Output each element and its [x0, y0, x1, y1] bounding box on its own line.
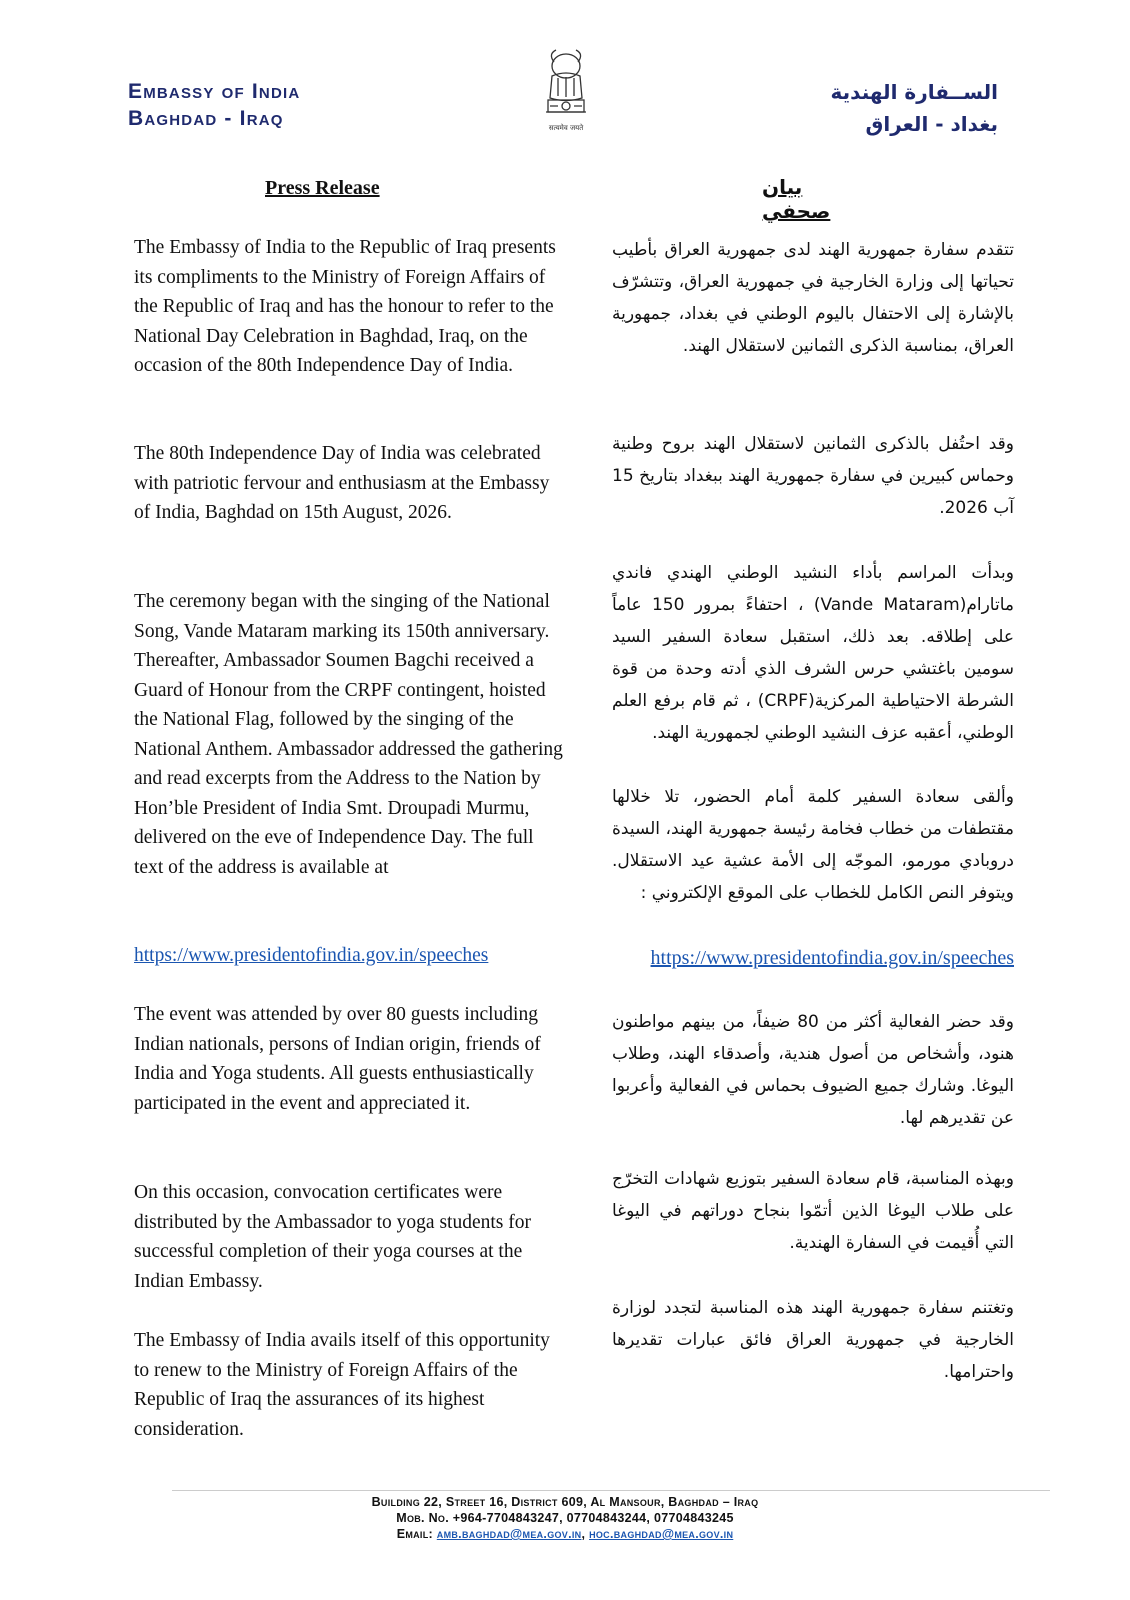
- header-left-line2: Baghdad - Iraq: [128, 107, 284, 130]
- embassy-name-arabic: [831, 76, 999, 140]
- footer-email-separator: ,: [581, 1527, 586, 1541]
- en-paragraph-3: The ceremony began with the singing of the National Song, Vande Mataram marking its 150th anniversary. Thereafter, Ambassador Soumen Bagchi received a Guard of Honour from the CRPF contingent, hoisted the National Flag, followed by the singing of the National Anthem. Ambassador addressed the gathering and read excerpts from the Address to the Nation by Hon’ble President of India Smt. Droupadi Murmu, delivered on the eve of Independence Day. The full text of the address is available at: [134, 591, 563, 878]
- ar-paragraph-2: وقد احتُفل بالذكرى الثمانين لاستقلال الهند بروح وطنية وحماس كبيرين في سفارة جمهورية الهند ببغداد بتاريخ 15 آب 2026.: [612, 434, 1014, 518]
- ar-paragraph-3: وبدأت المراسم بأداء النشيد الوطني الهندي فاندي ماتارام(Vande Mataram) ، احتفاءً بمرور 150 عاماً على إطلاقه. بعد ذلك، استقبل سعادة السفير السيد سومين باغتشي حرس الشرف الذي أدته وحدة من قوة الشرطة الاحتياطية المركزية(CRPF) ، ثم قام برفع العلم الوطني، أعقبه عزف النشيد الوطني لجمهورية الهند.: [612, 563, 1014, 743]
- ar-paragraph-7: وتغتنم سفارة جمهورية الهند هذه المناسبة لتجدد لوزارة الخارجية في جمهورية العراق فائق عبارات تقديرها واحترامها.: [612, 1298, 1014, 1382]
- speeches-link-ar[interactable]: https://www.presidentofindia.gov.in/speeches: [650, 947, 1014, 969]
- footer-address: Building 22, Street 16, District 609, Al Mansour, Baghdad – Iraq: [371, 1495, 759, 1509]
- en-paragraph-5: On this occasion, convocation certificates were distributed by the Ambassador to yoga students for successful completion of their yoga courses at the Indian Embassy.: [134, 1182, 531, 1292]
- ar-paragraph-6: وبهذه المناسبة، قام سعادة السفير بتوزيع شهادات التخرّج على طلاب اليوغا الذين أتمّوا بنجاح دوراتهم في اليوغا التي أُقيمت في السفارة الهندية.: [612, 1169, 1014, 1253]
- header-left-line1: Embassy of India: [128, 80, 301, 103]
- en-paragraph-4: The event was attended by over 80 guests including Indian nationals, persons of Indian origin, friends of India and Yoga students. All guests enthusiastically participated in the event and appreciated it.: [134, 1004, 541, 1114]
- en-paragraph-1: The Embassy of India to the Republic of Iraq presents its compliments to the Ministry of Foreign Affairs of the Republic of Iraq and has the honour to refer to the National Day Celebration in Baghdad, Iraq, on the occasion of the 80th Independence Day of India.: [134, 237, 556, 376]
- en-paragraph-2: The 80th Independence Day of India was celebrated with patriotic fervour and enthusiasm at the Embassy of India, Baghdad on 15th August, 2026.: [134, 443, 550, 523]
- ar-paragraph-4: وألقى سعادة السفير كلمة أمام الحضور، تلا خلالها مقتطفات من خطاب فخامة رئيسة جمهورية الهند، السيدة دروبادي مورمو، الموجّه إلى الأمة عشية عيد الاستقلال. ويتوفر النص الكامل للخطاب على الموقع الإلكتروني :: [612, 787, 1014, 903]
- header-right-line1: الســفارة الهندية: [830, 80, 998, 104]
- national-emblem-icon: [536, 46, 596, 141]
- embassy-name-english: [128, 78, 300, 132]
- ar-paragraph-5: وقد حضر الفعالية أكثر من 80 ضيفاً، من بينهم مواطنون هنود، وأشخاص من أصول هندية، وأصدقاء الهند، وطلاب اليوغا. وشارك جميع الضيوف بحماس في الفعالية وأعربوا عن تقديرهم لها.: [612, 1012, 1014, 1128]
- speeches-link-en[interactable]: https://www.presidentofindia.gov.in/speeches: [134, 945, 489, 966]
- footer-email-label: Email:: [396, 1527, 433, 1541]
- header-right-line2: بغداد - العراق: [865, 112, 998, 136]
- press-release-title-en: Press Release: [265, 177, 380, 199]
- footer-email-row: [0, 1526, 1130, 1542]
- en-paragraph-6: The Embassy of India avails itself of this opportunity to renew to the Ministry of Foreign Affairs of the Republic of Iraq the assurances of its highest consideration.: [134, 1330, 550, 1440]
- footer-divider: [172, 1490, 1050, 1491]
- ar-paragraph-1: تتقدم سفارة جمهورية الهند لدى جمهورية العراق بأطيب تحياتها إلى وزارة الخارجية في جمهورية العراق، وتتشرّف بالإشارة إلى الاحتفال باليوم الوطني في بغداد، جمهورية العراق، بمناسبة الذكرى الثمانين لاستقلال الهند.: [612, 240, 1014, 356]
- press-release-title-ar: بيان صحفي: [762, 175, 831, 223]
- footer-phone: Mob. No. +964-7704843247, 07704843244, 07704843245: [396, 1511, 734, 1525]
- footer-contact: [0, 1494, 1130, 1542]
- emblem-motto: सत्यमेव जयते: [548, 124, 584, 132]
- email-link-amb[interactable]: amb.baghdad@mea.gov.in: [436, 1527, 582, 1541]
- email-link-hoc[interactable]: hoc.baghdad@mea.gov.in: [589, 1527, 734, 1541]
